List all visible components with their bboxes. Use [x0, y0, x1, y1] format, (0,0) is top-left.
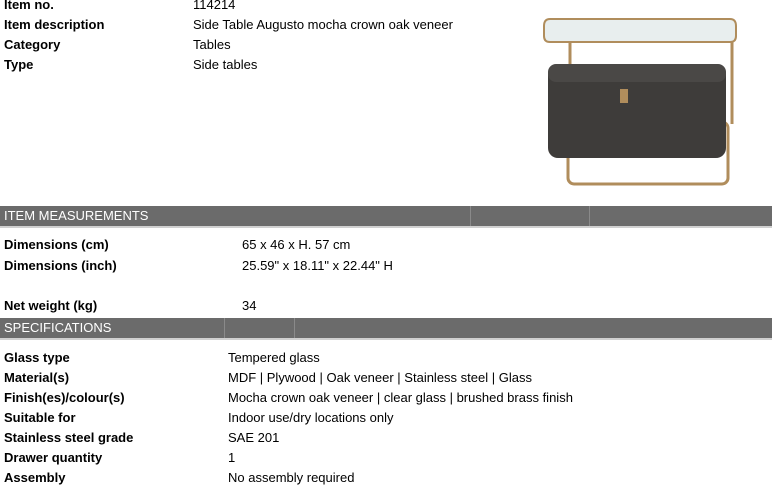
spec-label: Suitable for [4, 410, 76, 425]
spec-value: 1 [228, 450, 236, 465]
spec-value: MDF | Plywood | Oak veneer | Stainless steel | Glass [228, 370, 532, 385]
spec-label: Material(s) [4, 370, 70, 385]
spec-label: Assembly [4, 470, 66, 485]
spec-label: Finish(es)/colour(s) [4, 390, 125, 405]
net-weight-label: Net weight (kg) [4, 298, 98, 313]
type-label: Type [4, 57, 34, 72]
section-title: SPECIFICATIONS [4, 320, 112, 335]
dimensions-cm-value: 65 x 46 x H. 57 cm [242, 237, 351, 252]
glass-top [544, 19, 736, 42]
spec-label: Stainless steel grade [4, 430, 134, 445]
product-image [540, 14, 758, 189]
spec-label: Drawer quantity [4, 450, 103, 465]
section-title: ITEM MEASUREMENTS [4, 208, 149, 223]
type-value: Side tables [193, 57, 258, 72]
spec-value: No assembly required [228, 470, 355, 485]
spec-value: Mocha crown oak veneer | clear glass | brushed brass finish [228, 390, 573, 405]
dimensions-inch-value: 25.59" x 18.11" x 22.44" H [242, 258, 393, 273]
item-measurements-header [0, 206, 772, 228]
category-value: Tables [193, 37, 231, 52]
dimensions-inch-label: Dimensions (inch) [4, 258, 117, 273]
spec-value: Tempered glass [228, 350, 320, 365]
net-weight-value: 34 [242, 298, 257, 313]
specifications-header [0, 318, 772, 340]
spec-value: SAE 201 [228, 430, 280, 445]
item-no-value: 114214 [193, 0, 236, 12]
drawer-handle [620, 89, 628, 103]
spec-value: Indoor use/dry locations only [228, 410, 394, 425]
category-label: Category [4, 37, 61, 52]
dimensions-cm-label: Dimensions (cm) [4, 237, 109, 252]
item-description-value: Side Table Augusto mocha crown oak veneer [193, 17, 453, 32]
spec-label: Glass type [4, 350, 70, 365]
item-description-label: Item description [4, 17, 105, 32]
item-no-label: Item no. [4, 0, 54, 12]
